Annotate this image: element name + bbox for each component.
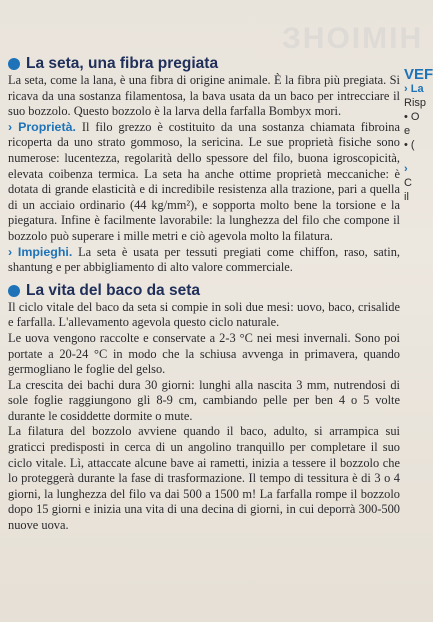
sidebar-line: • O — [404, 111, 420, 123]
sidebar-heading: VEF — [404, 66, 433, 83]
chevron-right-icon: › — [8, 244, 13, 259]
section-title-silkworm: La vita del baco da seta — [8, 282, 400, 300]
life-paragraph: La crescita dei bachi dura 30 giorni: lunghi alla nascita 3 mm, nutrendosi di sole foglie raggiungono gli 8-9 cm, cambiando pelle per ben 4 o 5 volte durante le cosiddette dormite o mute. — [8, 377, 400, 423]
life-paragraph: Il ciclo vitale del baco da seta si compie in soli due mesi: uovo, baco, crisalide e farfalla. L'allevamento agevola questo ciclo naturale. — [8, 299, 400, 330]
bullet-icon — [8, 285, 20, 297]
life-paragraph: La filatura del bozzolo avviene quando il baco, adulto, si arrampica sui graticci predisposti in cerca di un angolino tranquillo per completare il suo ciclo vitale. Lì, attaccate alcune bave ai rametti, inizia a tessere il bozzolo che lo proteggerà durante la fase di trasformazione. Il tempo di tessitura è di 3 o 4 giorni, la lunghezza del filo va dai 500 a 1500 m! La farfalla rompe il bozzolo dopo 15 giorni e inizia una vita di una decina di giorni, in cui deporrà 300-500 nuove uova. — [8, 424, 400, 533]
intro-paragraph: La seta, come la lana, è una fibra di origine animale. È la fibra più pregiata. Si ricava da una sostanza filamentosa, la bava usata da un baco per intrecciare il suo bozzolo. Questo bozzolo è la larva della farfalla Bombyx mori. — [8, 73, 400, 119]
sidebar-line: e — [404, 125, 411, 137]
sidebar-line: C — [404, 177, 412, 189]
sidebar-line: › La — [404, 83, 424, 95]
bullet-icon — [8, 58, 20, 70]
sidebar-line: Risp — [404, 97, 427, 109]
watermark: ЗНОІМІН — [282, 22, 424, 55]
sidebar-line: il — [404, 191, 409, 203]
sidebar-line: › — [404, 163, 408, 175]
uses-paragraph: › Impieghi. La seta è usata per tessuti pregiati come chiffon, raso, satin, shantung e per abbigliamento di alto valore commerciale. — [8, 244, 400, 275]
sidebar-line: • ( — [404, 139, 415, 151]
margin-sidebar — [404, 66, 433, 204]
main-column — [8, 55, 400, 534]
life-paragraph: Le uova vengono raccolte e conservate a 2-3 °C nei mesi invernali. Sono poi portate a 20-24 °C in modo che la schiusa avvenga in primavera, quando germogliano le foglie del gelso. — [8, 330, 400, 377]
chevron-right-icon: › — [8, 119, 13, 134]
section-title-silk: La seta, una fibra pregiata — [8, 55, 400, 73]
properties-paragraph: › Proprietà. Il filo grezzo è costituito da una sostanza chiamata fibroina ricoperta da uno strato gommoso, la sericina. Le sue proprietà fisiche sono numerose: lucentezza, regolarità dello spessore del filo, buona igroscopicità, elevata coibenza termica. La seta ha anche ottime proprietà meccaniche: è dotata di grande elasticità e di incredibile resistenza alla trazione, pari a quella di un acciaio ordinario (44 kg/mm²), e sopporta molto bene la torsione e la piegatura. Infine è facilmente lavorabile: la lunghezza del filo che compone il bozzolo può superare i mille metri e ciò agevola molto la filatura. — [8, 119, 400, 243]
